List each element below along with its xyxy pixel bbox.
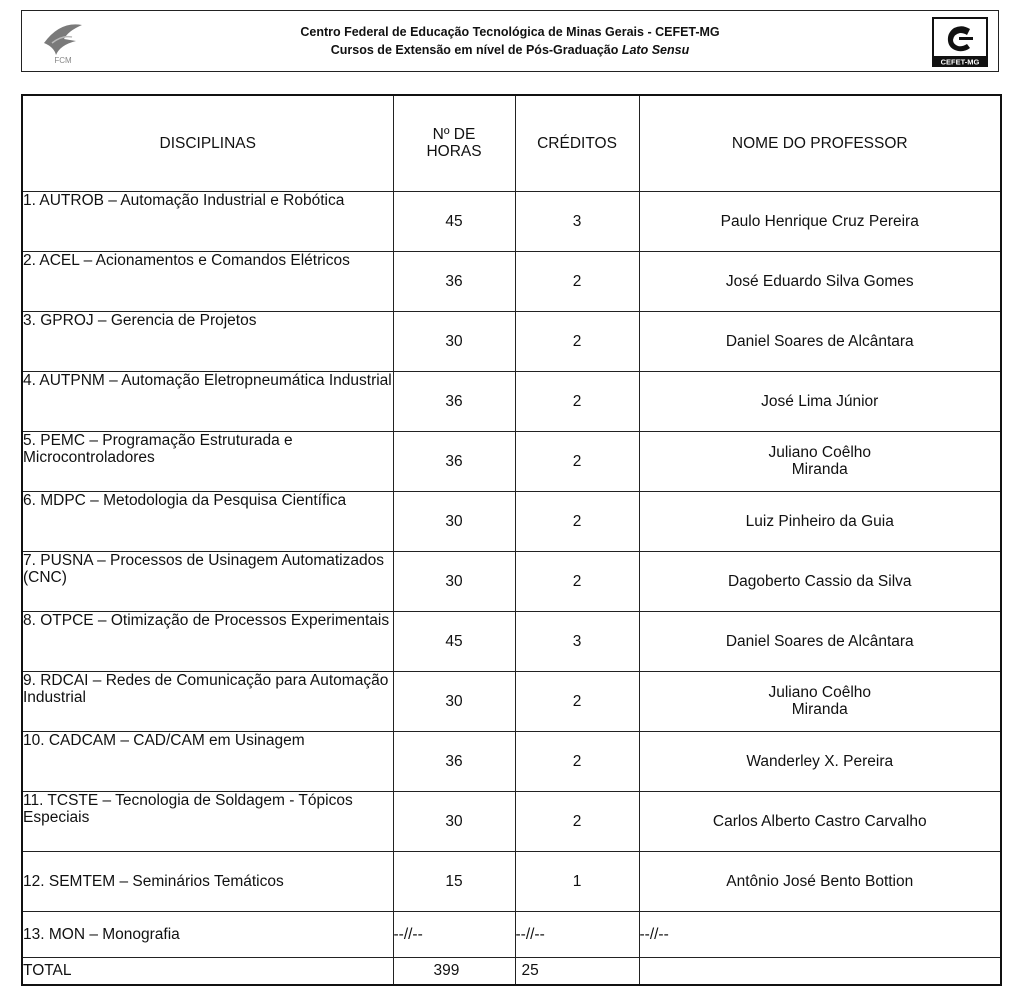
disciplina-cell: 10. CADCAM – CAD/CAM em Usinagem — [22, 731, 393, 791]
disciplina-cell: 6. MDPC – Metodologia da Pesquisa Científica — [22, 491, 393, 551]
creditos-cell: --//-- — [515, 911, 639, 957]
horas-cell: 36 — [393, 731, 515, 791]
creditos-cell: 2 — [515, 491, 639, 551]
professor-cell: Antônio José Bento Bottion — [639, 851, 1001, 911]
header-line-2 — [112, 41, 908, 59]
professor-cell: José Eduardo Silva Gomes — [639, 251, 1001, 311]
horas-cell: --//-- — [393, 911, 515, 957]
disciplina-cell: 3. GPROJ – Gerencia de Projetos — [22, 311, 393, 371]
table-row — [22, 251, 1001, 311]
table-row — [22, 491, 1001, 551]
creditos-cell: 3 — [515, 611, 639, 671]
disciplina-cell: 2. ACEL – Acionamentos e Comandos Elétricos — [22, 251, 393, 311]
total-label: TOTAL — [22, 957, 393, 985]
professor-cell: Daniel Soares de Alcântara — [639, 611, 1001, 671]
horas-cell: 36 — [393, 431, 515, 491]
disciplina-cell: 7. PUSNA – Processos de Usinagem Automatizados (CNC) — [22, 551, 393, 611]
header-line-2-italic: Lato Sensu — [621, 43, 690, 57]
creditos-cell: 2 — [515, 731, 639, 791]
creditos-cell: 1 — [515, 851, 639, 911]
total-horas: 399 — [393, 957, 515, 985]
table-row — [22, 611, 1001, 671]
professor-cell: Carlos Alberto Castro Carvalho — [639, 791, 1001, 851]
table-row — [22, 371, 1001, 431]
professor-cell — [639, 671, 1001, 731]
header-title — [112, 23, 908, 59]
table-row — [22, 671, 1001, 731]
horas-cell: 30 — [393, 551, 515, 611]
disciplina-cell: 8. OTPCE – Otimização de Processos Experimentais — [22, 611, 393, 671]
table-row — [22, 191, 1001, 251]
table-row — [22, 311, 1001, 371]
disciplina-cell: 5. PEMC – Programação Estruturada e Microcontroladores — [22, 431, 393, 491]
header-line-2-text: Cursos de Extensão em nível de Pós-Graduação — [330, 43, 622, 57]
professor-cell: José Lima Júnior — [639, 371, 1001, 431]
creditos-cell: 2 — [515, 251, 639, 311]
disciplina-cell: 13. MON – Monografia — [22, 911, 393, 957]
horas-cell: 30 — [393, 791, 515, 851]
creditos-cell: 2 — [515, 791, 639, 851]
horas-cell: 36 — [393, 371, 515, 431]
fcm-logo-text: FCM — [54, 56, 72, 65]
header-disciplinas: DISCIPLINAS — [22, 95, 393, 191]
creditos-cell: 3 — [515, 191, 639, 251]
horas-cell: 45 — [393, 191, 515, 251]
table-row — [22, 851, 1001, 911]
table-row — [22, 791, 1001, 851]
horas-cell: 30 — [393, 491, 515, 551]
professor-cell: Dagoberto Cassio da Silva — [639, 551, 1001, 611]
cefet-logo-text: CEFET-MG — [940, 57, 980, 67]
professor-cell: Paulo Henrique Cruz Pereira — [639, 191, 1001, 251]
disciplina-cell: 4. AUTPNM – Automação Eletropneumática Industrial — [22, 371, 393, 431]
header-professor: NOME DO PROFESSOR — [639, 95, 1001, 191]
header-creditos: CRÉDITOS — [515, 95, 639, 191]
horas-cell: 30 — [393, 311, 515, 371]
total-creditos: 25 — [515, 957, 639, 985]
disciplina-cell: 12. SEMTEM – Seminários Temáticos — [22, 851, 393, 911]
disciplines-table — [21, 94, 1002, 986]
disciplina-cell: 1. AUTROB – Automação Industrial e Robótica — [22, 191, 393, 251]
table-row — [22, 731, 1001, 791]
professor-cell: Daniel Soares de Alcântara — [639, 311, 1001, 371]
table-row — [22, 431, 1001, 491]
header-line-1: Centro Federal de Educação Tecnológica de Minas Gerais - CEFET-MG — [300, 25, 720, 39]
professor-name: Juliano Coêlho Miranda — [768, 684, 872, 718]
professor-cell: --//-- — [639, 911, 1001, 957]
header-horas — [393, 95, 515, 191]
total-empty-cell — [639, 957, 1001, 985]
professor-name: Juliano Coêlho Miranda — [768, 444, 872, 478]
cefet-logo-icon — [932, 17, 988, 67]
creditos-cell: 2 — [515, 431, 639, 491]
table-header-row — [22, 95, 1001, 191]
creditos-cell: 2 — [515, 671, 639, 731]
table-row — [22, 911, 1001, 957]
creditos-cell: 2 — [515, 551, 639, 611]
fcm-logo-icon — [38, 19, 88, 65]
total-row — [22, 957, 1001, 985]
creditos-cell: 2 — [515, 311, 639, 371]
professor-cell: Luiz Pinheiro da Guia — [639, 491, 1001, 551]
horas-cell: 15 — [393, 851, 515, 911]
professor-cell: Wanderley X. Pereira — [639, 731, 1001, 791]
horas-cell: 45 — [393, 611, 515, 671]
creditos-cell: 2 — [515, 371, 639, 431]
table-row — [22, 551, 1001, 611]
header-horas-text: Nº DE HORAS — [426, 126, 482, 161]
professor-cell — [639, 431, 1001, 491]
horas-cell: 36 — [393, 251, 515, 311]
horas-cell: 30 — [393, 671, 515, 731]
disciplina-cell: 11. TCSTE – Tecnologia de Soldagem - Tópicos Especiais — [22, 791, 393, 851]
document-header — [21, 10, 999, 72]
disciplina-cell: 9. RDCAI – Redes de Comunicação para Automação Industrial — [22, 671, 393, 731]
